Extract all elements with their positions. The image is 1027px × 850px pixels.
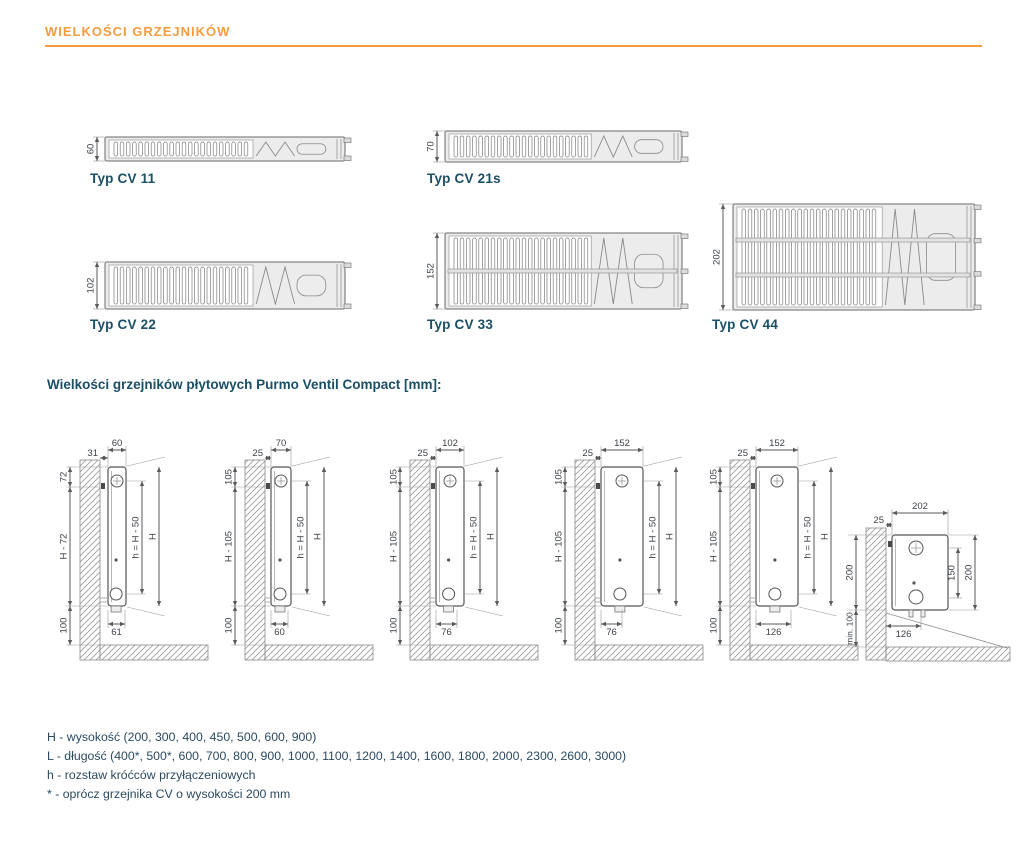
top-width-dim: 202 [912,501,928,512]
top-view-cv44 [712,204,982,310]
panel-depth-dim: 70 [425,141,437,152]
left-bottom-dim: 100 [553,617,565,634]
top-width-dim: 102 [442,438,458,449]
side-view-diagram-3 [389,438,539,660]
height-dim: H [147,533,159,540]
left-clearance-dim: min. 100 [844,612,855,645]
panel-depth-dim: 152 [425,263,437,279]
legend [47,728,626,804]
type-label-cv44: Typ CV 44 [712,317,779,332]
panel-depth-dim: 60 [85,143,97,155]
height-dim: H [485,533,497,540]
top-width-dim: 152 [769,438,785,449]
left-mid-dim: H - 72 [58,533,70,560]
left-mid-dim: H - 105 [388,530,400,563]
bottom-spacing-dim: 76 [606,627,617,638]
side-view-diagram-2 [224,438,374,660]
left-height-dim: 200 [844,564,856,581]
title-underline [45,45,982,47]
left-bottom-dim: 100 [388,617,400,634]
wall-gap-dim: 25 [582,448,593,459]
type-label-cv22: Typ CV 22 [90,317,157,332]
top-width-dim: 152 [614,438,630,449]
legend-line-height: H - wysokość (200, 300, 400, 450, 500, 600, 900) [47,730,317,744]
legend-line-footnote: * - oprócz grzejnika CV o wysokości 200 mm [47,787,291,801]
pipe-spacing-dim: 150 [946,565,958,581]
bottom-spacing-dim: 126 [765,627,782,638]
top-view-cv22 [86,262,352,309]
top-view-cv33 [426,233,689,309]
legend-line-pipe-spacing: h - rozstaw króćców przyłączeniowych [47,768,256,782]
left-mid-dim: H - 105 [553,530,565,563]
section-heading: Wielkości grzejników płytowych Purmo Ventil Compact [mm]: [47,377,442,392]
left-mid-dim: H - 105 [223,530,235,563]
left-top-dim: 105 [708,469,720,485]
page-title: WIELKOŚCI GRZEJNIKÓW [45,24,231,39]
height-dim: 200 [963,564,975,581]
left-top-dim: 105 [223,469,235,485]
height-dim: H [819,533,831,540]
height-dim: H [312,533,324,540]
bottom-spacing-dim: 126 [895,629,912,640]
left-bottom-dim: 100 [708,617,720,634]
type-label-cv11: Typ CV 11 [90,171,156,186]
pipe-spacing-dim: h = H - 50 [647,516,659,559]
bottom-spacing-dim: 60 [274,627,285,638]
top-width-dim: 70 [275,438,287,449]
top-view-cv21s [426,131,689,162]
wall-gap-dim: 25 [737,448,748,459]
legend-line-length: L - długość (400*, 500*, 600, 700, 800, 900, 1000, 1100, 1200, 1400, 1600, 1800, 2000, 2300, 2600, 3000) [47,749,627,763]
height-dim: H [664,533,676,540]
top-view-cv11 [86,137,352,161]
wall-gap-dim: 31 [87,448,98,459]
left-top-dim: 105 [388,469,400,485]
side-view-diagram-4 [554,438,704,660]
type-label-cv21s: Typ CV 21s [427,171,501,186]
left-top-dim: 72 [58,471,70,483]
left-bottom-dim: 100 [223,617,235,634]
left-mid-dim: H - 105 [708,530,720,563]
bottom-spacing-dim: 76 [441,627,452,638]
type-label-cv33: Typ CV 33 [427,317,494,332]
side-view-diagram-1 [59,438,209,660]
wall-gap-dim: 25 [873,515,884,526]
corner-view-diagram [845,501,1011,661]
left-bottom-dim: 100 [58,617,70,634]
panel-depth-dim: 202 [711,249,723,265]
wall-gap-dim: 25 [252,448,263,459]
pipe-spacing-dim: h = H - 50 [468,516,480,559]
wall-gap-dim: 25 [417,448,428,459]
bottom-spacing-dim: 61 [111,627,122,638]
side-view-diagram-5 [709,438,859,660]
left-top-dim: 105 [553,469,565,485]
pipe-spacing-dim: h = H - 50 [130,516,142,559]
top-width-dim: 60 [111,438,123,449]
panel-depth-dim: 102 [85,277,97,294]
pipe-spacing-dim: h = H - 50 [802,516,814,559]
pipe-spacing-dim: h = H - 50 [295,516,307,559]
